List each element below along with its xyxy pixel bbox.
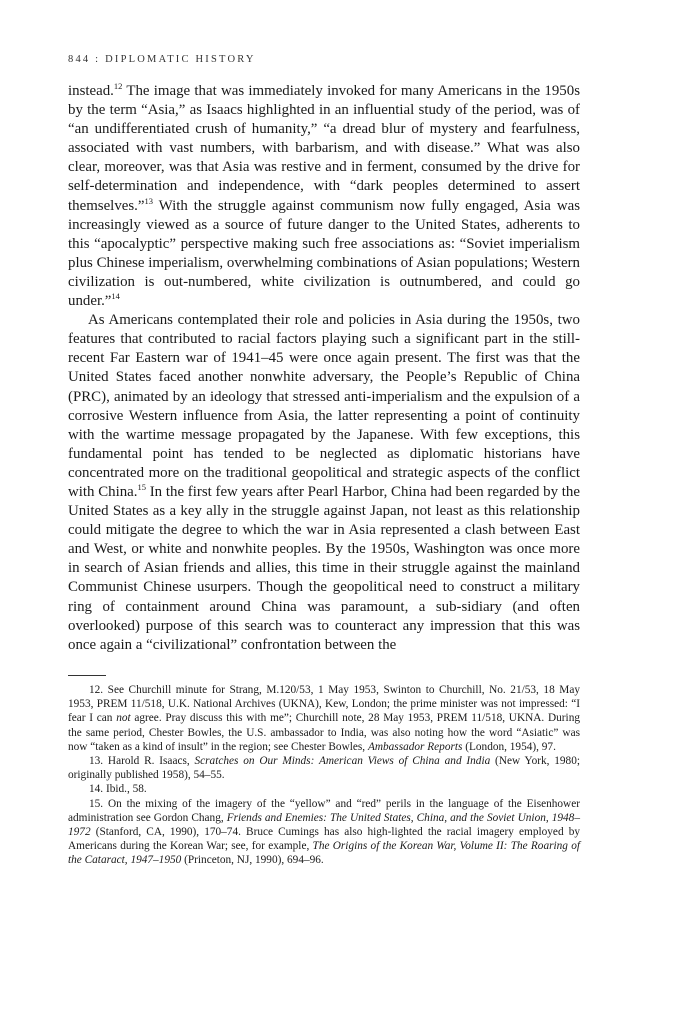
text-run: (Princeton, NJ, 1990), 694–96. [181, 854, 324, 867]
italic-text: Scratches on Our Minds: American Views of China and India [194, 755, 491, 768]
paragraph [68, 82, 580, 311]
text-run: As Americans contemplated their role and policies in Asia during the 1950s, two features that contributed to racial factors playing such a significant part in the still-recent Far Eastern war of 1941–45 were once again present. The first was that the United States faced another nonwhite adversary, the People’s Republic of China (PRC), animated by an ideology that stressed anti-imperialism and the expulsion of a corrosive Western influence from Asia, the latter representing a point of continuity with the wartime message propagated by the Japanese. With few exceptions, this fundamental point has tended to be neglected as diplomatic historians have concentrated more on the traditional geopolitical and strategic aspects of the conflict with China. [68, 312, 580, 500]
footnote-marker: 12 [113, 81, 123, 91]
footnotes [68, 683, 580, 868]
footnote-marker: 13 [144, 195, 153, 206]
running-head: 844 : DIPLOMATIC HISTORY [68, 54, 256, 65]
footnote-marker: 14 [111, 291, 120, 302]
text-run: (London, 1954), 97. [462, 740, 556, 753]
text-run: (New York, 1980; originally published 1958), 54–55. [68, 755, 580, 782]
body-text [68, 82, 580, 655]
text-run: The image that was immediately invoked for many Americans in the 1950s by the term “Asia,” as Isaacs highlighted in an influential study of the period, was of “an undifferentiated crush of humanity,” “a dread blur of mystery and fearfulness, associated with vast numbers, with barbarism, and with disease.” What was also clear, moreover, was that Asia was restive and in ferment, consumed by the drive for self-determination and independence, with “dark peoples determined to assert themselves.” [68, 83, 580, 214]
footnote [68, 683, 580, 754]
italic-text: Ambassador Reports [367, 740, 463, 753]
footnote [68, 782, 580, 796]
text-run: (Stanford, CA, 1990), 170–74. Bruce Cumings has also high-lighted the racial imagery employed by Americans during the Korean War; see, for example, [68, 826, 580, 853]
text-run: In the first few years after Pearl Harbor, China had been regarded by the United States as a key ally in the struggle against Japan, not least as this relationship could mitigate the degree to which the war in Asia represented a clash between East and West, or white and nonwhite peoples. By the 1950s, Washington was once more in search of Asian friends and allies, this time in their struggle against the mainland Communist Chinese usurpers. Though the geopolitical need to construct a military ring of containment around China was paramount, a sub-sidiary (and often overlooked) purpose of this search was to counteract any impression that this was once again a “civilizational” confrontation between the [68, 483, 580, 653]
text-run: 15. On the mixing of the imagery of the “yellow” and “red” perils in the language of the Eisenhower administration see Gordon Chang, [68, 797, 580, 824]
paragraph [68, 311, 580, 655]
text-run: With the struggle against communism now fully engaged, Asia was increasingly viewed as a source of future danger to the United States, adherents to this “apocalyptic” perspective making such free associations as: “Soviet imperialism plus Chinese imperialism, overwhelming combinations of Asian populations; Western civilization is out-numbered, white civilization is outnumbered, and could go under.” [68, 197, 580, 310]
text-run: agree. Pray discuss this with me”; Churchill note, 28 May 1953, PREM 11/518, UKNA. During the same period, Chester Bowles, the U.S. ambassador to India, was also noting how the word “Asiatic” was now “taken as a kind of insult” in the region; see Chester Bowles, [68, 712, 580, 753]
italic-text: Friends and Enemies: The United States, China, and the Soviet Union, 1948–1972 [68, 811, 580, 839]
text-run: 14. Ibid., 58. [89, 783, 147, 796]
text-run: instead. [68, 83, 114, 99]
footnote [68, 797, 580, 868]
text-run: 12. See Churchill minute for Strang, M.120/53, 1 May 1953, Swinton to Churchill, No. 21/53, 18 May 1953, PREM 11/518, U.K. National Archives (UKNA), Kew, London; the prime minister was not impressed: “I fear I can [68, 684, 580, 725]
italic-text: The Origins of the Korean War, Volume II: The Roaring of the Cataract, 1947–1950 [68, 840, 580, 867]
text-run: 13. Harold R. Isaacs, [89, 755, 195, 768]
italic-text: not [116, 712, 131, 725]
footnote-marker: 15 [137, 481, 146, 492]
footnote [68, 754, 580, 782]
footnote-rule [68, 675, 106, 676]
